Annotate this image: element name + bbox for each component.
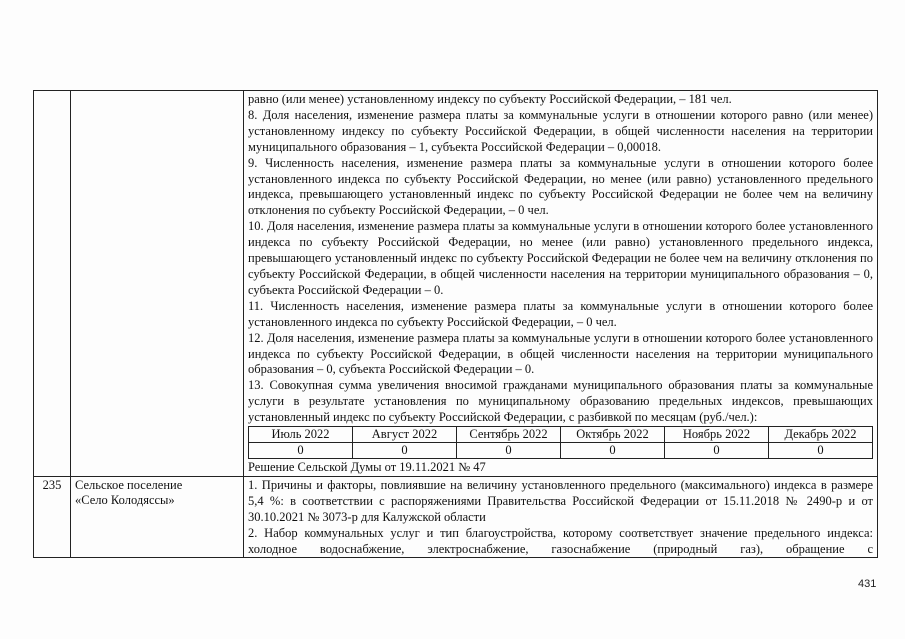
table-row bbox=[34, 91, 878, 477]
settlement-type: Сельское поселение bbox=[75, 477, 183, 492]
paragraph: равно (или менее) установленному индексу по субъекту Российской Федерации, – 181 чел. bbox=[248, 92, 732, 106]
paragraph: 11. Численность населения, изменение размера платы за коммунальные услуги в отношении которого более установленного индекса по субъекту Российской Федерации, – 0 чел. bbox=[248, 298, 873, 329]
settlement-cell bbox=[71, 91, 244, 477]
month-header: Сентябрь 2022 bbox=[457, 427, 561, 443]
table-row bbox=[34, 476, 878, 558]
monthly-sum-table bbox=[248, 426, 873, 459]
paragraph: 9. Численность населения, изменение размера платы за коммунальные услуги в отношении которого более установленного индекса по субъекту Российской Федерации, но менее (или равно) установленного предельного индекса, превышающего установленный индекс по субъекту Российской Федерации не более чем на величину отклонения по субъекту Российской Федерации, – 0 чел. bbox=[248, 155, 873, 218]
month-value: 0 bbox=[353, 443, 457, 459]
paragraph: 13. Совокупная сумма увеличения вносимой гражданами муниципального образования платы за коммунальные услуги в результате установления по муниципальному образованию предельных индексов, превышающих установленный индекс по субъекту Российской Федерации, с разбивкой по месяцам (руб./чел.): bbox=[248, 378, 873, 425]
paragraph: 10. Доля населения, изменение размера платы за коммунальные услуги в отношении которого более установленного индекса по субъекту Российской Федерации, но менее (или равно) установленного предельного индекса, превышающего установленный индекс по субъекту Российской Федерации не более чем на величину отклонения по субъекту Российской Федерации, в общей численности населения на территории муниципального образования – 0, субъекта Российской Федерации – 0. bbox=[248, 219, 873, 297]
settlement-cell bbox=[71, 476, 244, 558]
month-header: Октябрь 2022 bbox=[561, 427, 665, 443]
paragraph: 2. Набор коммунальных услуг и тип благоустройства, которому соответствует значение предельного индекса: холодное водоснабжение, электроснабжение, газоснабжение (природный газ), обращение с bbox=[248, 525, 873, 556]
row-number-cell bbox=[34, 91, 71, 477]
month-header: Декабрь 2022 bbox=[769, 427, 873, 443]
settlement-name: «Село Колодяссы» bbox=[75, 493, 175, 508]
index-table bbox=[33, 90, 878, 558]
details-cell bbox=[244, 476, 878, 558]
month-header: Август 2022 bbox=[353, 427, 457, 443]
month-value: 0 bbox=[249, 443, 353, 459]
details-cell bbox=[244, 91, 878, 477]
month-value: 0 bbox=[457, 443, 561, 459]
paragraph: 12. Доля населения, изменение размера платы за коммунальные услуги в отношении которого более установленного индекса по субъекту Российской Федерации, в общей численности населения на территории муниципального образования – 0, субъекта Российской Федерации – 0. bbox=[248, 330, 873, 377]
month-value: 0 bbox=[561, 443, 665, 459]
paragraph: 1. Причины и факторы, повлиявшие на величину установленного предельного (максимального) индекса в размере 5,4 %: в соответствии с распоряжениями Правительства Российской Федерации от 15.11.2018 № 2490-р и от 30.10.2021 № 3073-р для Калужской области bbox=[248, 477, 873, 524]
decision-reference: Решение Сельской Думы от 19.11.2021 № 47 bbox=[248, 460, 486, 475]
month-value: 0 bbox=[769, 443, 873, 459]
month-value: 0 bbox=[665, 443, 769, 459]
table-row bbox=[249, 443, 873, 459]
month-header: Июль 2022 bbox=[249, 427, 353, 443]
page-number: 431 bbox=[858, 578, 877, 590]
month-header: Ноябрь 2022 bbox=[665, 427, 769, 443]
row-number-cell: 235 bbox=[34, 476, 71, 558]
table-row bbox=[249, 427, 873, 443]
paragraph: 8. Доля населения, изменение размера платы за коммунальные услуги в отношении которого равно (или менее) установленному индексу по субъекту Российской Федерации, в общей численности населения на территории муниципального образования – 1, субъекта Российской Федерации – 0,00018. bbox=[248, 107, 873, 154]
